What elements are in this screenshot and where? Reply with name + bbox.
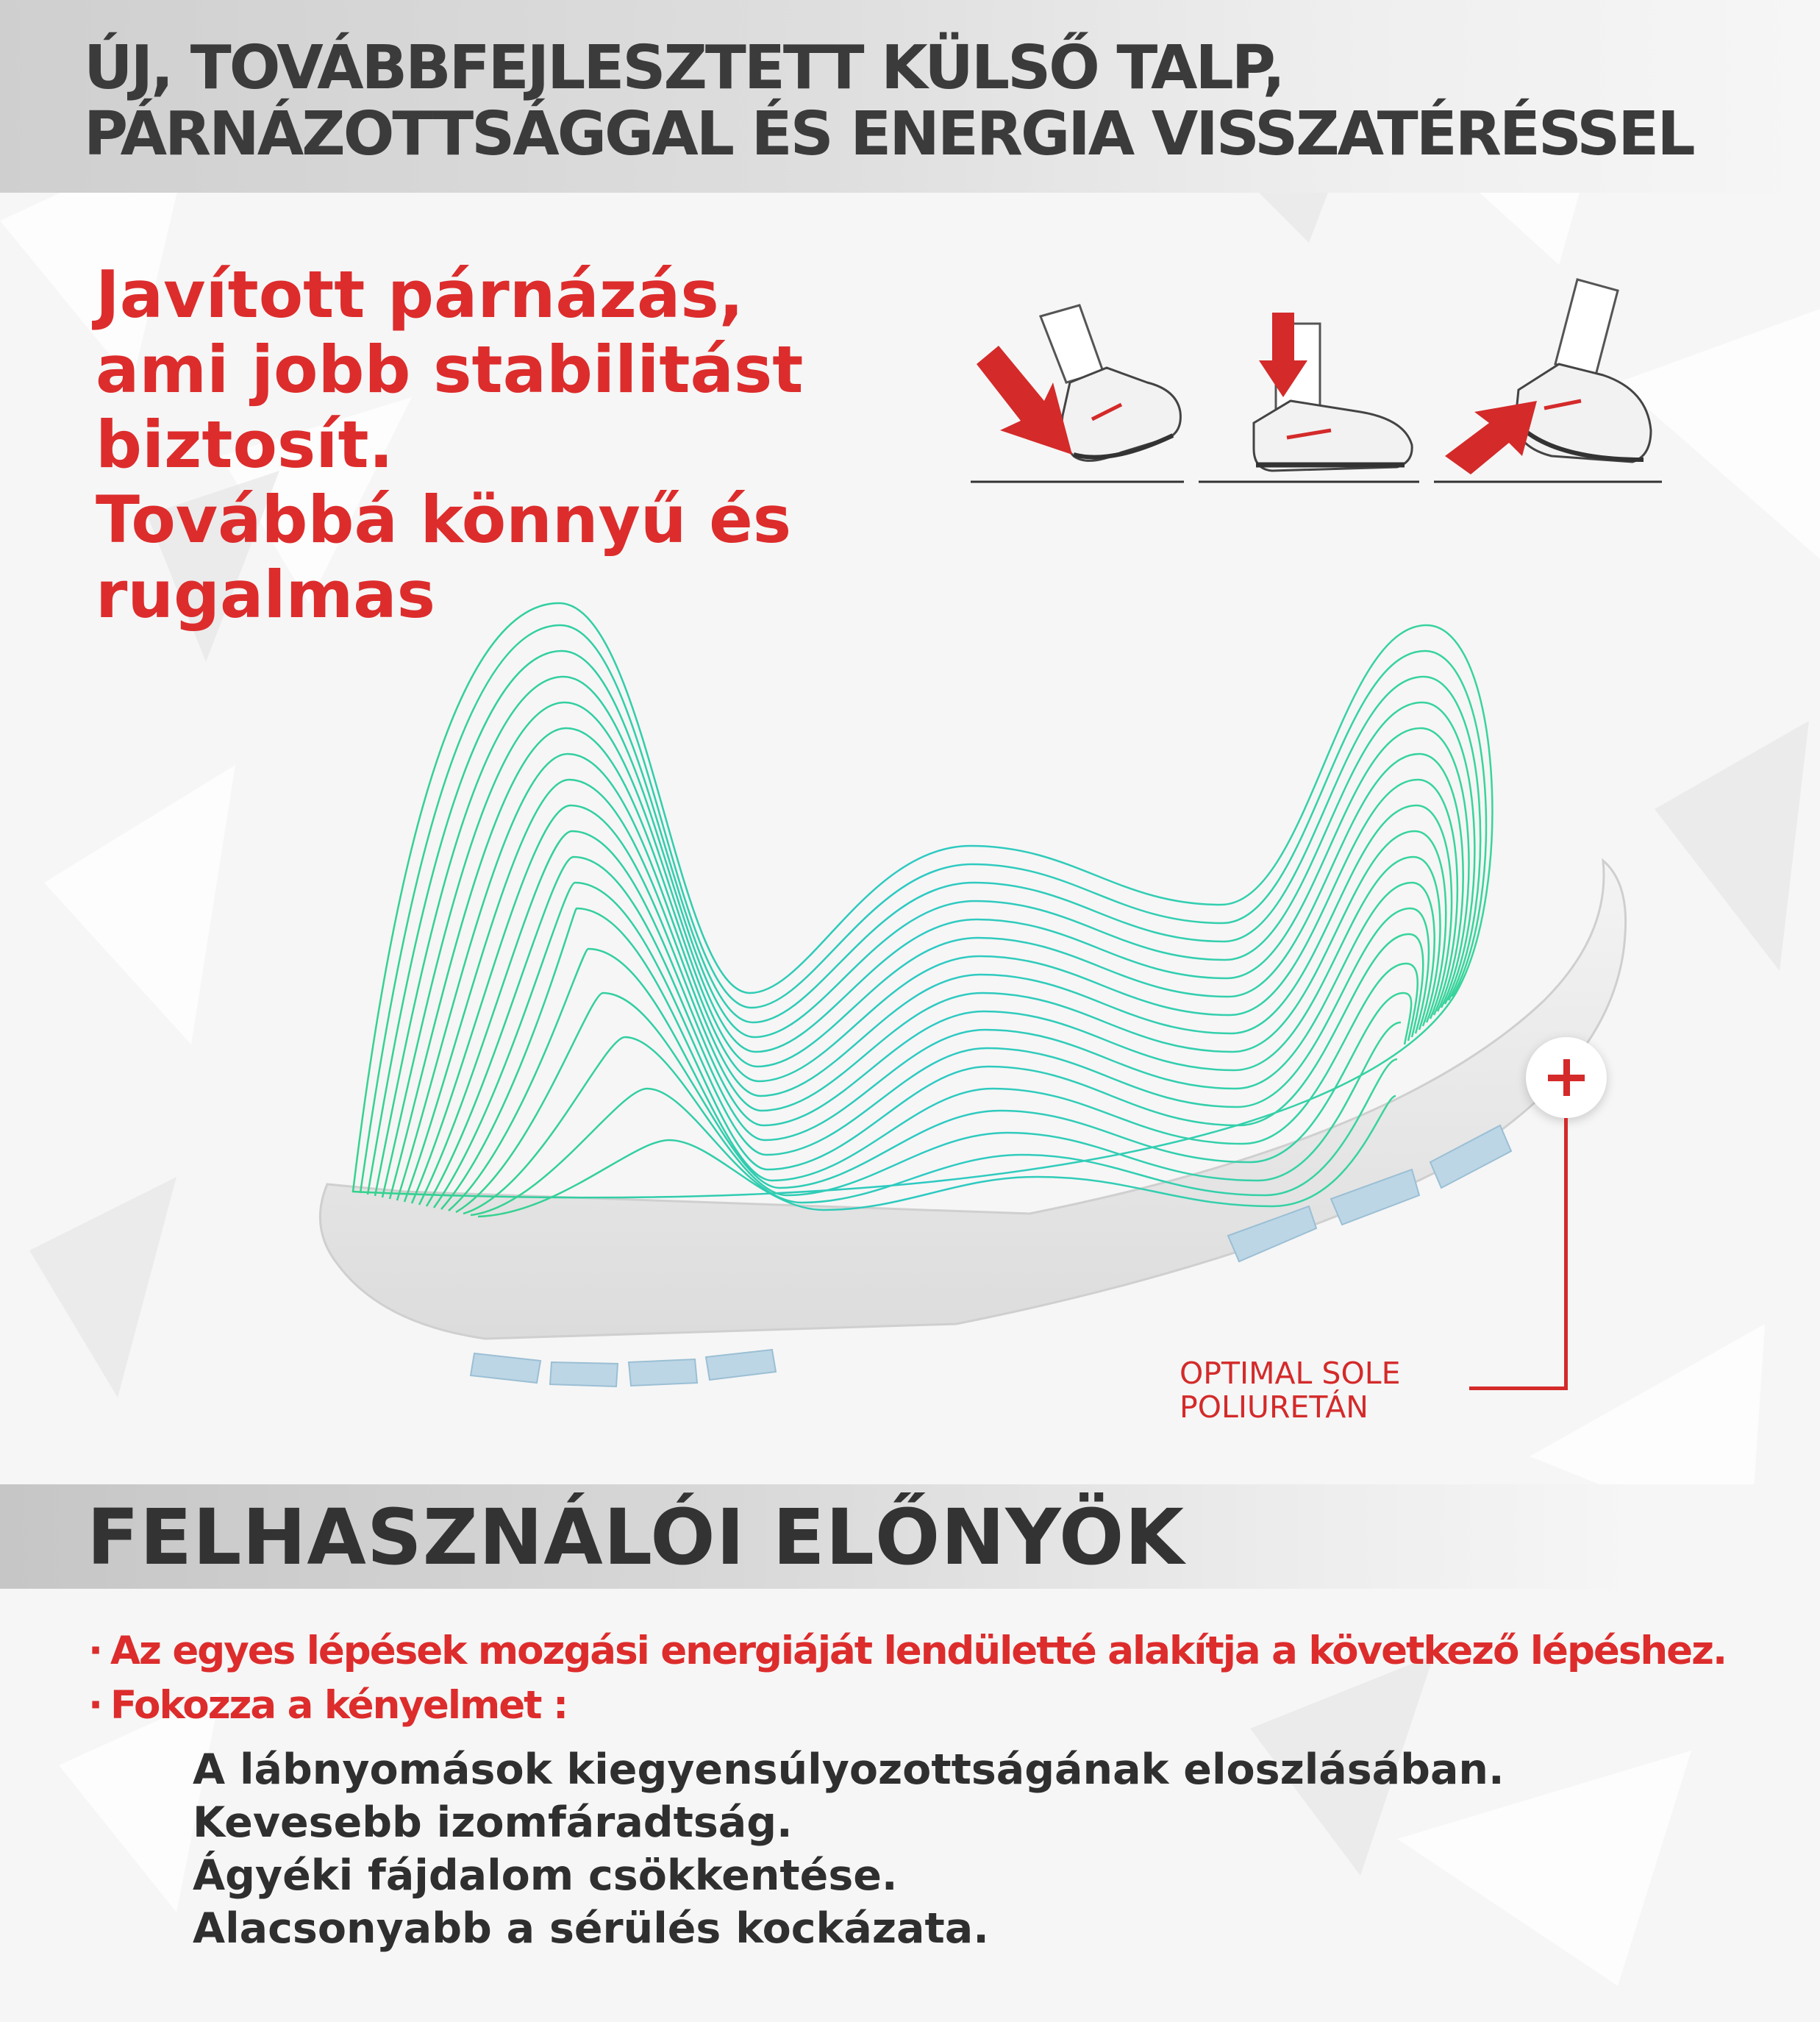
- cushion-wave-lines: [353, 603, 1492, 1217]
- benefit-item: [88, 1624, 1802, 1679]
- headline: [84, 35, 1775, 168]
- benefit-item: [88, 1679, 1802, 1733]
- comfort-subitems: [193, 1743, 1737, 1955]
- tagline-line: biztosít.: [96, 407, 393, 483]
- callout-label: [1180, 1356, 1474, 1424]
- subitem: Ágyéki fájdalom csökkentése.: [193, 1851, 898, 1900]
- tagline-line: Továbbá könnyű és: [96, 482, 792, 558]
- callout-line-horizontal: [1469, 1386, 1568, 1390]
- tagline-line: Javított párnázás,: [96, 257, 744, 332]
- bullet: ·: [88, 1628, 102, 1673]
- midstance-icon: [1199, 313, 1419, 482]
- benefits-list: [88, 1624, 1802, 1733]
- bullet: ·: [88, 1683, 102, 1728]
- headline-line: ÚJ, TOVÁBBFEJLESZTETT KÜLSŐ TALP,: [84, 33, 1283, 103]
- callout-label-line: OPTIMAL SOLE: [1180, 1356, 1401, 1391]
- sole-wave-illustration: [294, 581, 1655, 1420]
- plus-icon: [1526, 1037, 1607, 1118]
- tagline-line: ami jobb stabilitást: [96, 332, 804, 407]
- benefit-text: Az egyes lépések mozgási energiáját lendületté alakítja a következő lépéshez.: [110, 1628, 1727, 1673]
- callout-label-line: POLIURETÁN: [1180, 1389, 1368, 1425]
- callout-line-vertical: [1564, 1118, 1568, 1390]
- subitem: Alacsonyabb a sérülés kockázata.: [193, 1904, 989, 1953]
- subitem: Kevesebb izomfáradtság.: [193, 1798, 793, 1847]
- tagline-line: rugalmas: [96, 557, 436, 633]
- subitem: A lábnyomások kiegyensúlyozottságának eloszlásában.: [193, 1745, 1505, 1794]
- benefit-text: Fokozza a kényelmet :: [110, 1683, 568, 1728]
- headline-line: PÁRNÁZOTTSÁGGAL ÉS ENERGIA VISSZATÉRÉSSEL: [84, 99, 1694, 169]
- section-title: FELHASZNÁLÓI ELŐNYÖK: [87, 1492, 1185, 1582]
- heel-strike-icon: [971, 305, 1184, 482]
- tagline: [96, 257, 904, 633]
- walking-steps-illustration: [963, 272, 1669, 493]
- toe-off-icon: [1434, 280, 1662, 482]
- outsole-shape: [320, 861, 1625, 1339]
